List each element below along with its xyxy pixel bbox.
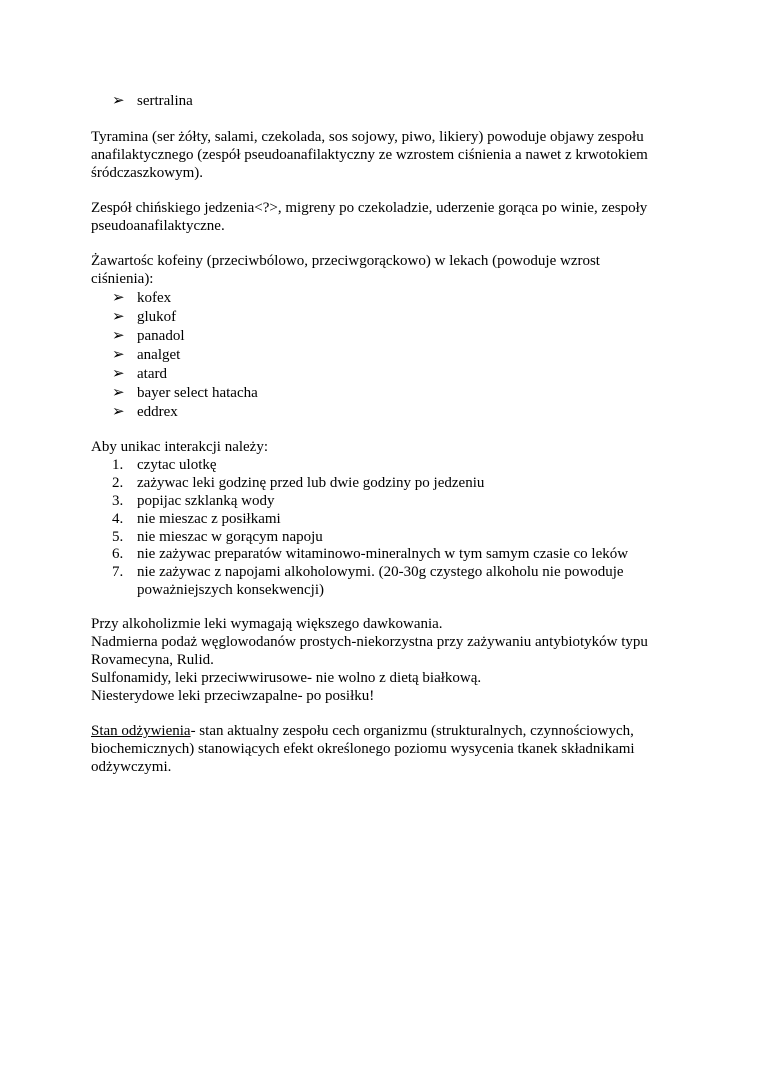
paragraph-line: biochemicznych) stanowiących efekt określonego poziomu wysycenia tkanek składnikami (91, 741, 635, 757)
paragraph-line: anafilaktycznego (zespół pseudoanafilaktyczny ze wzrostem ciśnienia a nawet z krwotokiem (91, 147, 648, 163)
paragraph-line (91, 722, 634, 740)
item-text: nie zażywac preparatów witaminowo-mineralnych w tym samym czasie co leków (137, 546, 629, 562)
numbered-item (112, 474, 484, 492)
list-item (112, 346, 180, 364)
arrow-bullet-icon: ➢ (112, 309, 125, 325)
numbered-item (112, 456, 217, 474)
item-number: 6. (112, 546, 124, 562)
numbered-item (112, 510, 281, 528)
list-item-text: glukof (137, 309, 177, 325)
item-text: nie zażywac z napojami alkoholowymi. (20-30g czystego alkoholu nie powoduje (137, 564, 624, 580)
list-item-text: analget (137, 347, 181, 363)
numbered-item (112, 563, 624, 581)
arrow-bullet-icon: ➢ (112, 404, 125, 420)
arrow-bullet-icon: ➢ (112, 366, 125, 382)
item-number: 4. (112, 511, 124, 527)
list-item-text: eddrex (137, 404, 178, 420)
item-number: 7. (112, 564, 124, 580)
definition-text: - stan aktualny zespołu cech organizmu (strukturalnych, czynnościowych, (190, 723, 634, 739)
item-text: popijac szklanką wody (137, 493, 275, 509)
arrow-bullet-icon: ➢ (112, 347, 125, 363)
item-text: zażywac leki godzinę przed lub dwie godziny po jedzeniu (137, 475, 485, 491)
paragraph-line: śródczaszkowym). (91, 165, 204, 181)
item-number: 1. (112, 457, 124, 473)
arrow-bullet-icon: ➢ (112, 385, 125, 401)
paragraph-line: ciśnienia): (91, 271, 154, 287)
paragraph-line: Rovamecyna, Rulid. (91, 652, 214, 668)
item-text: nie mieszac z posiłkami (137, 511, 281, 527)
list-item-text: kofex (137, 290, 172, 306)
list-item (112, 327, 184, 345)
arrow-bullet-icon: ➢ (112, 328, 125, 344)
arrow-bullet-icon: ➢ (112, 290, 125, 306)
paragraph-line: Zespół chińskiego jedzenia<?>, migreny po czekoladzie, uderzenie gorąca po winie, zespoły (91, 200, 648, 216)
arrow-bullet-icon: ➢ (112, 93, 125, 109)
item-number: 5. (112, 529, 124, 545)
numbered-item (112, 528, 323, 546)
item-text: czytac ulotkę (137, 457, 217, 473)
list-item (112, 92, 193, 110)
item-text: nie mieszac w gorącym napoju (137, 529, 323, 545)
list-item-text: bayer select hatacha (137, 385, 258, 401)
paragraph-line: Nadmierna podaż węglowodanów prostych-niekorzystna przy zażywaniu antybiotyków typu (91, 634, 648, 650)
paragraph-line: Tyramina (ser żółty, salami, czekolada, sos sojowy, piwo, likiery) powoduje objawy zespołu (91, 129, 644, 145)
paragraph-line: Aby unikac interakcji należy: (91, 439, 269, 455)
item-number: 3. (112, 493, 124, 509)
list-item-text: sertralina (137, 93, 193, 109)
numbered-item (112, 492, 274, 510)
list-item (112, 365, 167, 383)
paragraph-line: odżywczymi. (91, 759, 172, 775)
list-item (112, 403, 178, 421)
paragraph-line: pseudoanafilaktyczne. (91, 218, 225, 234)
item-number: 2. (112, 475, 124, 491)
paragraph-line: Żawartośc kofeiny (przeciwbólowo, przeciwgorąckowo) w lekach (powoduje wzrost (91, 253, 600, 269)
paragraph-line: Przy alkoholizmie leki wymagają większego dawkowania. (91, 616, 443, 632)
list-item (112, 289, 171, 307)
numbered-item (112, 545, 628, 563)
list-item-text: atard (137, 366, 167, 382)
list-item (112, 308, 176, 326)
item-text-continuation: poważniejszych konsekwencji) (137, 582, 325, 598)
list-item-text: panadol (137, 328, 185, 344)
paragraph-line: Sulfonamidy, leki przeciwwirusowe- nie wolno z dietą białkową. (91, 670, 482, 686)
list-item (112, 384, 258, 402)
paragraph-line: Niesterydowe leki przeciwzapalne- po posiłku! (91, 688, 375, 704)
defined-term: Stan odżywienia (91, 723, 191, 739)
